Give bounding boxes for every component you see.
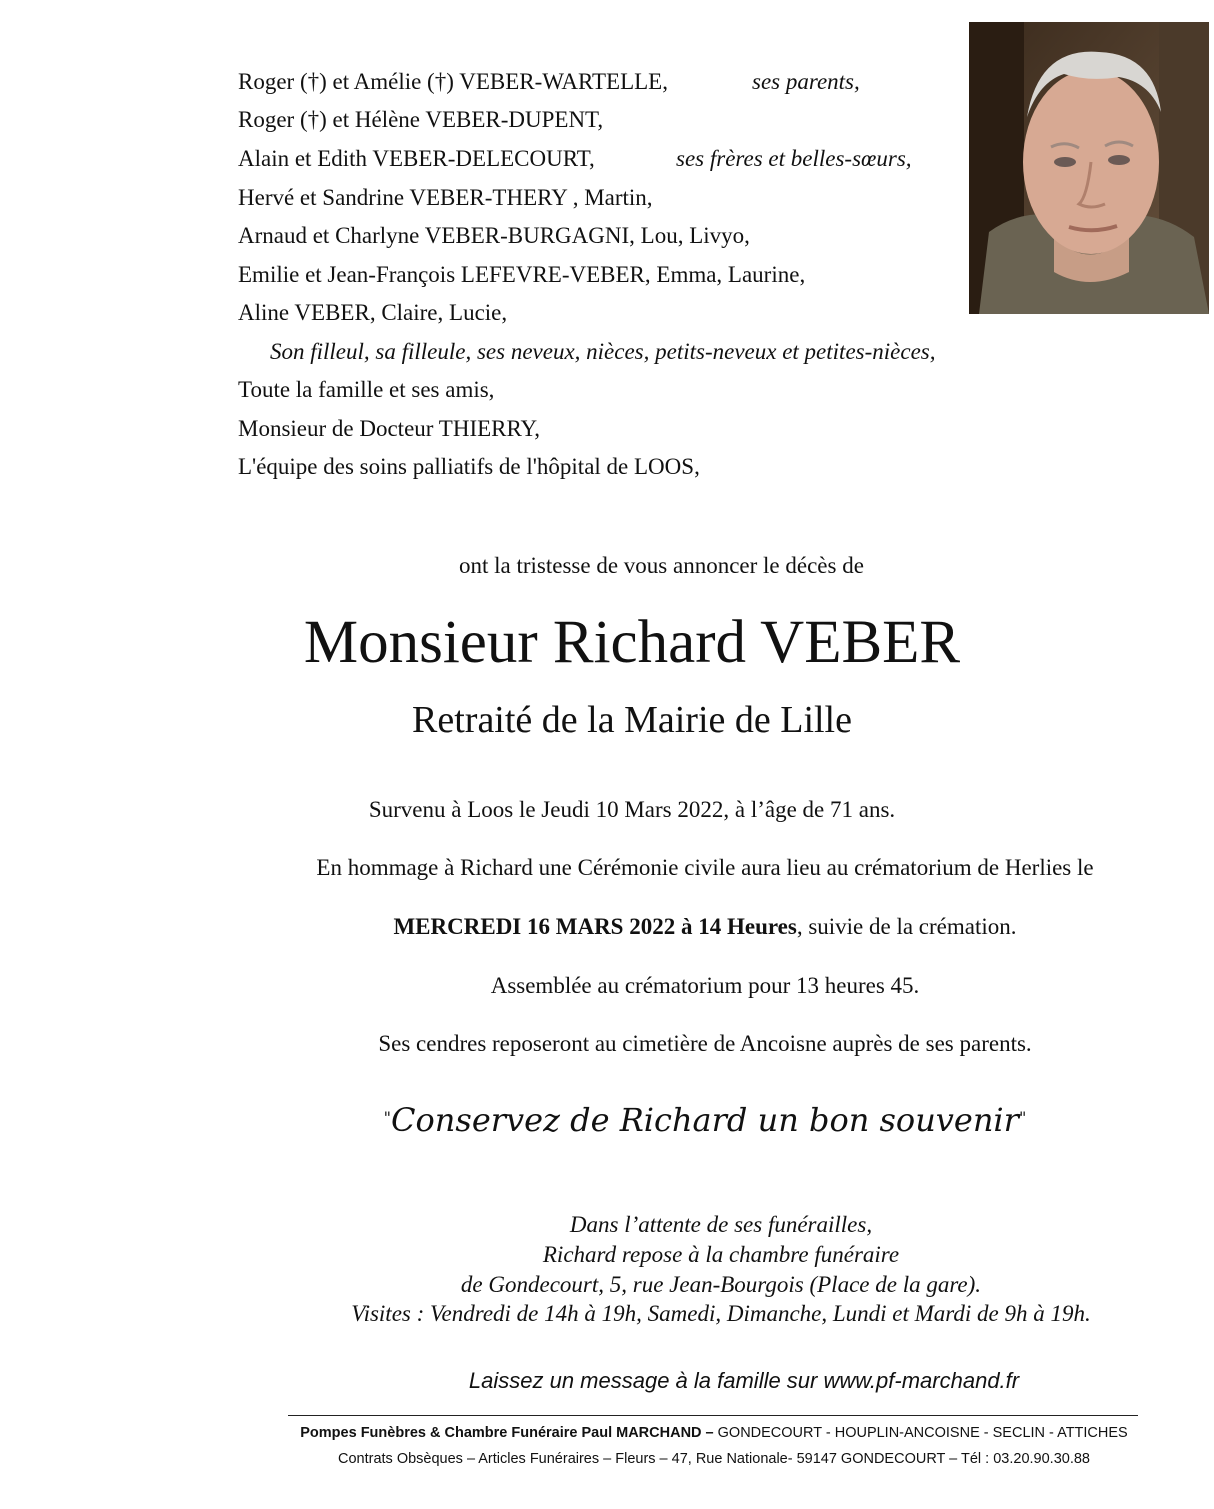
family-line: Alain et Edith VEBER-DELECOURT, xyxy=(238,146,595,171)
repose-line: de Gondecourt, 5, rue Jean-Bourgois (Place de la gare). xyxy=(460,1272,982,1297)
ceremony-date-rest: , suivie de la crémation. xyxy=(796,914,1017,939)
quote-close: " xyxy=(1018,1108,1027,1127)
family-line: Monsieur de Docteur THIERRY, xyxy=(238,416,540,441)
portrait-photo xyxy=(969,22,1209,314)
family-role-siblings: ses frères et belles-sœurs, xyxy=(676,146,912,171)
footer-company xyxy=(0,1426,1214,1441)
visiting-hours: Visites : Vendredi de 14h à 19h, Samedi, Dimanche, Lundi et Mardi de 9h à 19h. xyxy=(351,1301,1091,1326)
ceremony-date-line xyxy=(0,915,1214,938)
company-name: Pompes Funèbres & Chambre Funéraire Paul MARCHAND – xyxy=(300,1425,714,1441)
family-line: Roger (†) et Hélène VEBER-DUPENT, xyxy=(238,107,604,132)
repose-line: Dans l’attente de ses funérailles, xyxy=(569,1212,873,1237)
quote-open: " xyxy=(383,1108,392,1127)
death-info: Survenu à Loos le Jeudi 10 Mars 2022, à l’âge de 71 ans. xyxy=(368,797,896,822)
ashes-info: Ses cendres reposeront au cimetière de Ancoisne auprès de ses parents. xyxy=(378,1031,1032,1056)
ceremony-date: MERCREDI 16 MARS 2022 à 14 Heures xyxy=(393,914,797,939)
deceased-subtitle: Retraité de la Mairie de Lille xyxy=(412,699,852,741)
assembly-info: Assemblée au crématorium pour 13 heures 45. xyxy=(490,973,920,998)
message-link[interactable]: Laissez un message à la famille sur www.pf-marchand.fr xyxy=(468,1368,1020,1393)
family-line: Toute la famille et ses amis, xyxy=(238,377,495,402)
announcement-text: ont la tristesse de vous annoncer le décès de xyxy=(459,553,864,578)
ceremony-info: En hommage à Richard une Cérémonie civile aura lieu au crématorium de Herlies le xyxy=(316,855,1094,880)
quote-text: Conservez de Richard un bon souvenir xyxy=(391,1101,1019,1139)
footer-services: Contrats Obsèques – Articles Funéraires – Fleurs – 47, Rue Nationale- 59147 GONDECOURT – Tél : 03.20.90.30.88 xyxy=(338,1451,1090,1467)
family-line: Arnaud et Charlyne VEBER-BURGAGNI, Lou, Livyo, xyxy=(238,223,750,248)
family-line: Aline VEBER, Claire, Lucie, xyxy=(238,300,508,325)
family-line-godchildren: Son filleul, sa filleule, ses neveux, nièces, petits-neveux et petites-nièces, xyxy=(270,339,936,364)
family-line: Emilie et Jean-François LEFEVRE-VEBER, Emma, Laurine, xyxy=(238,262,806,287)
family-line: Hervé et Sandrine VEBER-THERY , Martin, xyxy=(238,185,653,210)
footer-divider xyxy=(288,1415,1138,1416)
family-line-text: Roger (†) et Amélie (†) VEBER-WARTELLE, xyxy=(238,69,668,94)
deceased-name: Monsieur Richard VEBER xyxy=(303,609,961,676)
repose-line: Richard repose à la chambre funéraire xyxy=(542,1242,900,1267)
quote xyxy=(0,1101,1214,1139)
family-role-parents: ses parents, xyxy=(752,69,860,94)
portrait-illustration xyxy=(969,22,1209,314)
family-line xyxy=(238,70,668,93)
family-line: L'équipe des soins palliatifs de l'hôpital de LOOS, xyxy=(238,454,700,479)
company-towns: GONDECOURT - HOUPLIN-ANCOISNE - SECLIN - ATTICHES xyxy=(713,1425,1128,1441)
